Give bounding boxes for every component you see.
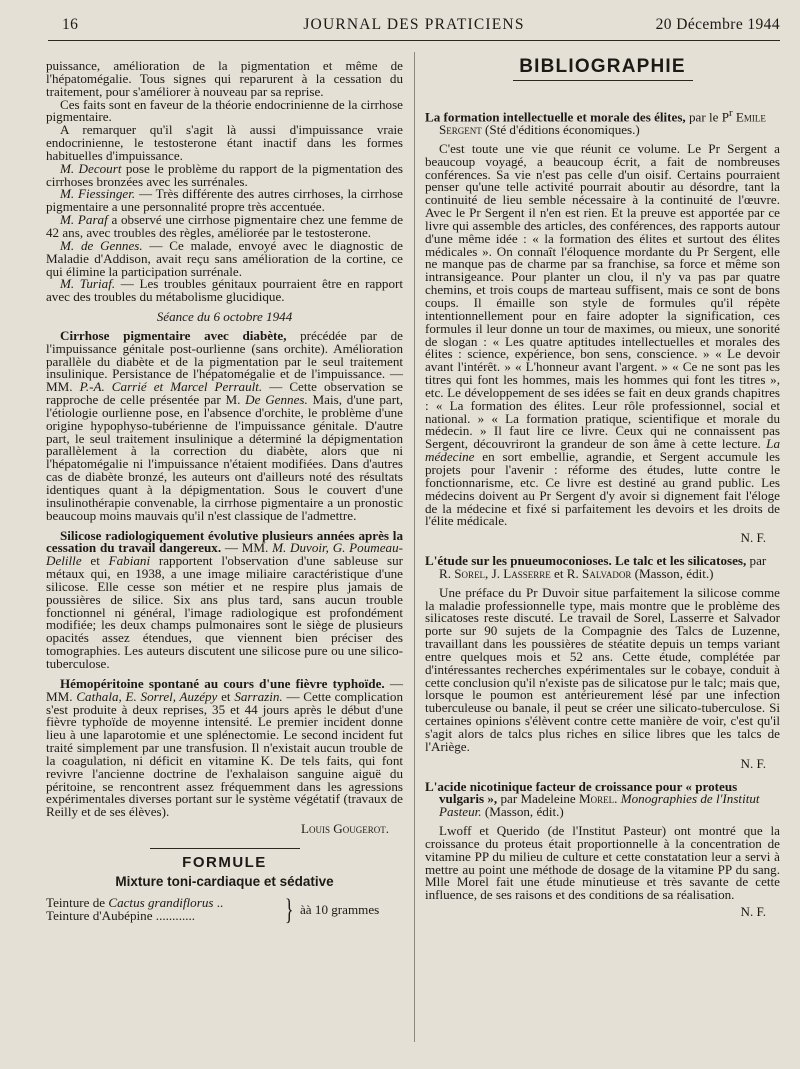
book-heading — [425, 778, 780, 820]
heading-rule — [513, 80, 693, 81]
review-signature: N. F. — [740, 904, 766, 920]
author-name: M. de Gennes. — [60, 237, 143, 253]
left-column — [46, 60, 403, 927]
ingredient-dots: .. — [213, 894, 224, 910]
ingredient-name: Cactus grandiflorus — [108, 894, 214, 910]
paragraph-text: — Cette observation se rapproche de celle présentée par M. — [46, 379, 403, 408]
book-author: Morel. — [579, 791, 618, 807]
ingredient-line: Teinture d'Aubépine ............ — [46, 907, 196, 923]
author-name: M. Paraf — [60, 212, 108, 228]
bibliographie-heading: BIBLIOGRAPHIE — [519, 56, 686, 77]
formule-recipe — [46, 892, 403, 927]
dose: àà 10 grammes — [300, 901, 380, 917]
book-heading — [425, 107, 780, 137]
paragraph — [46, 278, 403, 304]
paragraph-text: C'est toute une vie que réunit ce volume. Le Pr Sergent a beaucoup voyagé, a beaucoup écrit, a fait de nombreuses conférences. Sa vie n'est pas celle d'un oisif. Certains pourraient penser qu'une telle activité pourrait aboutir au désordre, tant la continuité de lieu semble nécessaire à la continuité de l'œuvre. Avec le Pr Sergent il n'en est rien. Et la preuve est apportée par ce livre qui assemble des articles, des conférences, des rapports autour d'une même idée : « la formation des élites et surtout des élites médicales ». On connaît l'éloquence mordante du Pr Sergent, elle ne manque pas de charme par sa franchise, sa force et même son intransigeance. Pour planter un clou, il n'y va pas par quatre chemins, et trois coups de marteau suffisent, mais ce sont de bons coups. Il émaille son style de formules qu'il répète intentionnellement pour en faire adopter la signification, ces formules il leur donne un tour de maximes, ou mieux, une sonorité de slogan : « Les quatre aptitudes intellectuelles et morales des élites : science, expérience, bon sens, conscience. » « Le devoir avant l'intérêt. » « L'honneur avant l'argent. » « Ce ne sont pas les titres qui font les hommes, mais les hommes qui font les titres », etc. Le développement de ses idées se fait en deux grands chapitres : « La formation des élites. Leur rôle professionnel, social et national. » « La formation pratique, scientifique et morale du médecin. » Il faut lire ce livre. Ceux qui ne connaissent pas Sergent, découvriront la grandeur de son âme à cette lecture. — [425, 140, 780, 452]
book-author: Emile Sergent — [439, 109, 766, 138]
title-superscript: r — [729, 106, 733, 119]
paragraph-text: rapportent l'observation d'une sableuse sur métaux qui, en 1938, a une image miliaire caractéristique d'une silicose. Elle cesse son métier et ne respire plus jamais de poussières de silice. Six ans plus tard, sans aucun trouble fonctionnel ni général, l'image radiologique est profondément modifiée; les deux champs pulmonaires sont le siège de plusieurs opacités assez étendues, que viennent bien préciser des tomographies. Les auteurs discutent une silicose pure ou une silico-tuberculose. — [46, 553, 403, 671]
paragraph-text: — Cette complication s'est produite à deux reprises, 35 et 44 jours après le début d'une fièvre typhoïde de moyenne intensité. Le premier incident donne lieu à une laparotomie et une splénectomie. Le second incident fut traité simplement par une transfusion. Il n'existait aucun trouble de la coagulation, ni déficit en vitamine K. De tels faits, qui font revivre l'ancienne doctrine de l'exhalaison sanguine aiguë du péritoine, se rencontrent assez fréquemment dans les agressions expérimentales diverses portant sur le système végétatif (travaux de Reilly et de ses élèves). — [46, 688, 404, 820]
author-names: P.-A. Carrié et Marcel Perrault. — [79, 379, 263, 395]
italic-text: La médecine — [425, 436, 780, 465]
paragraph — [46, 188, 403, 214]
signature: Louis Gougerot. — [301, 821, 389, 837]
paragraph — [46, 214, 403, 240]
book-by: par Madeleine — [497, 791, 580, 807]
communication-title: Silicose radiologiquement évolutive plusieurs années après la cessation du travail dangereux. — [46, 527, 403, 556]
paragraph-text: a observé une cirrhose pigmentaire chez une femme de 42 ans, avec troubles des règles, améliorée par le testosterone. — [46, 212, 404, 240]
paragraph-text: — Ce malade, envoyé avec le diagnostic de Maladie d'Addison, avait reçu sans amélioration de la cortine, ce qui élimine la participation surrénale. — [46, 237, 403, 279]
brace-glyph: } — [284, 892, 294, 926]
formule-heading: FORMULE — [182, 853, 267, 871]
page-number: 16 — [62, 16, 79, 33]
communication-title: Cirrhose pigmentaire avec diabète, — [60, 327, 287, 343]
review-signature: N. F. — [740, 530, 766, 546]
book-series: Monographies de l'Institut Pasteur. — [439, 791, 760, 820]
book-title: La formation intellectuelle et morale des élites, — [425, 109, 686, 125]
paragraph-text: — Les troubles génitaux pourraient être en rapport avec des troubles du métabolisme glucidique. — [46, 276, 403, 305]
author-name: Sarrazin. — [234, 688, 283, 704]
book-by: par le P — [685, 109, 729, 125]
review-text: Lwoff et Querido (de l'Institut Pasteur) ont montré que la croissance du proteus était proportionnelle à la concentration de vitamine PP du milieu de culture et cette constatation leur a servi à mettre au point une méthode de dosage de la vitamine PP du sang. Mlle Morel fait une étude minutieuse et très savante de cette influence, de ses raisons et des conditions de sa réalisation. — [425, 823, 780, 903]
page-header — [48, 14, 780, 41]
column-divider — [414, 52, 415, 1042]
paragraph-text: et — [81, 553, 109, 569]
paragraph-text: pose le problème du rapport de la pigmentation des cirrhoses bronzées avec les surrénales. — [46, 160, 403, 189]
book-title: L'acide nicotinique facteur de croissance pour « proteus vulgaris », — [425, 778, 738, 807]
paragraph-text: en sort embellie, agrandie, et Sergent accumule les projets pour l'avenir : réforme des études, lutte contre le fonctionnarisme, etc. Ce livre est destiné au grand public. Les médecins doivent au Pr Sergent d'y avoir si dignement fait l'éloge de la médecine et fixé si parfaitement les devoirs et les droits de l'élite médicale. — [425, 449, 780, 529]
paragraph: A remarquer qu'il s'agit là aussi d'impuissance vraie endocrinienne, le testosterone étant inactif dans les formes habituelles d'impuissance. — [46, 122, 403, 163]
book-title: L'étude sur les pnueumoconioses. Le talc et les silicatoses, — [425, 553, 747, 569]
issue-date: 20 Décembre 1944 — [655, 16, 780, 33]
book-author: R. Salvador — [566, 565, 632, 581]
book-publisher: (Sté d'éditions économiques.) — [481, 122, 640, 138]
author-name: M. Turiaf. — [60, 276, 116, 292]
book-publisher: (Masson, édit.) — [481, 804, 564, 820]
review-signature: N. F. — [740, 755, 766, 771]
paragraph-text: — Très différente des autres cirrhoses, la cirrhose pigmentaire a une personnalité propre très accentuée. — [46, 186, 403, 215]
journal-title: JOURNAL DES PRATICIENS — [303, 16, 525, 33]
paragraph-text: — MM. — [46, 675, 403, 704]
paragraph: puissance, amélioration de la pigmentation et même de l'hépatomégalie. Tous signes qui reparurent à la cessation du traitement, pour s'améliorer à nouveau par sa reprise. — [46, 58, 403, 99]
paragraph-text: — MM. — [221, 540, 273, 556]
book-by: et — [550, 565, 567, 581]
review-text — [425, 140, 780, 529]
author-names: M. Duvoir, G. Poumeau-Delille — [46, 540, 403, 569]
paragraph-text: précédée par de l'impuissance génitale post-ourlienne (sans orchite). Amélioration parallèle du diabète et de la pigmentation par le seul traitement insulinique. Persistance de l'hépatomégalie et de l'impuissance. — MM. — [46, 327, 403, 395]
author-name: M. Fiessinger. — [60, 186, 136, 202]
book-publisher: (Masson, édit.) — [631, 565, 714, 581]
ingredient-text: Teinture de — [46, 894, 109, 910]
paragraph-text: et — [217, 688, 235, 704]
author-names: Cathala, E. Sorrel, Auzépy — [76, 688, 218, 704]
review-text: Une préface du Pr Duvoir situe parfaitement la silicose comme la maladie professionnelle type, mais montre que le problème des silicatoses reste discuté. Le travail de Sorel, Lasserre et Salvador porte sur 90 sujets de la Compagnie des Talcs de Luzenne, travaillant dans les poussières de stéatite depuis un temps variant entre quelques mois et 52 ans. Cette étude, complétée par d'intéressantes recherches expérimentales sur le cobaye, conduit à cette conclusion qu'il n'existe pas de silicatose pur le talc; mais que, lorsque le poumon est antérieurement lésé par une infection tuberculeuse ou banale, il peut se créer une silicato-tuberculose. Si certaines opinions s'élèvent contre cette manière de voir, c'est qu'il s'agit alors de talcs plus riches en silice libres que les talcs de l'Ariège. — [425, 584, 780, 754]
communication — [46, 675, 404, 820]
book-by: par — [746, 553, 767, 569]
author-name: Fabiani — [108, 553, 151, 569]
author-name: M. Decourt — [60, 160, 122, 176]
author-name: De Gennes. — [245, 392, 308, 408]
paragraph — [46, 160, 403, 189]
communication — [46, 527, 403, 671]
communication — [46, 327, 403, 523]
paragraph: Ces faits sont en faveur de la théorie endocrinienne de la cirrhose pigmentaire. — [46, 96, 403, 125]
communication-title: Hémopéritoine spontané au cours d'une fièvre typhoïde. — [60, 675, 385, 691]
book-heading — [425, 555, 780, 581]
formule-subheading: Mixture toni-cardiaque et sédative — [115, 873, 334, 889]
section-divider — [150, 848, 300, 849]
session-heading: Séance du 6 octobre 1944 — [156, 309, 293, 325]
book-author: R. Sorel, J. Lasserre — [439, 565, 551, 581]
paragraph-text: Mais, d'une part, l'étiologie ourlienne pose, en l'absence d'orchite, le problème d'une origine hypophyso-tubérienne de l'impuissance génitale. D'autre part, le seul traitement insulinique a déterminé la dépigmentation parallèlement à la correction du diabète, alors que ni l'hépatomégalie ni l'impuissance n'étaient modifiées. Dans d'autres cas de diabète bronzé, les auteurs ont d'ailleurs noté des résultats identiques quant à la dépigmentation. Sous le couvert d'une insulinothérapie convenable, la cirrhose pigmentaire a un pronostic beaucoup moins mauvais qu'il n'est classique de l'admettre. — [46, 392, 403, 523]
paragraph — [46, 237, 403, 279]
right-column — [425, 56, 780, 920]
